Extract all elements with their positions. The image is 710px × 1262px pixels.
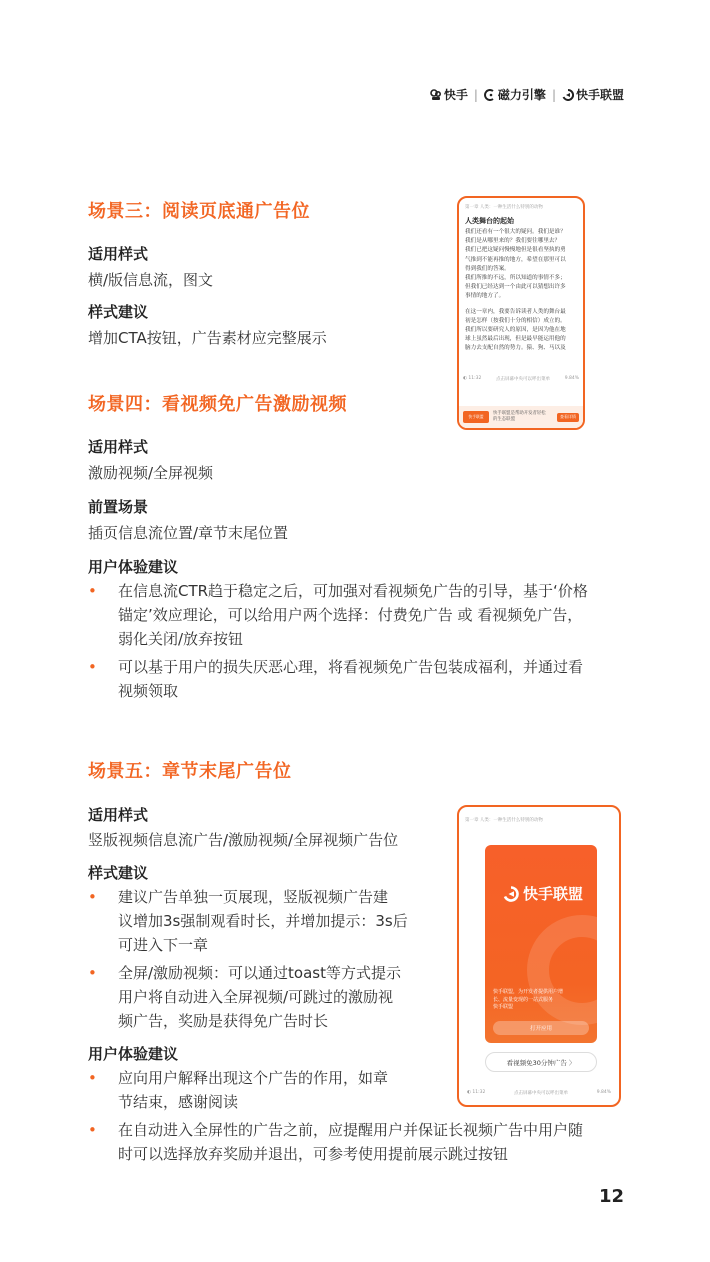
- list-item: • 建议广告单独一页展现，竖版视频广告建 议增加3s强制观看时长，并增加提示：3s后 可进入下一章: [88, 885, 428, 957]
- chapter-title: 人类舞台的起始: [465, 217, 514, 225]
- page-number: 12: [598, 1186, 624, 1207]
- chapter-header: 第一章 人类：一种生活什么特别的动物: [465, 818, 543, 823]
- scene4-style-value: 激励视频/全屏视频: [88, 464, 214, 482]
- scene3-advice-label: 样式建议: [88, 303, 149, 321]
- scene4-ux-list: [88, 579, 628, 707]
- cili-logo-icon: [484, 89, 496, 101]
- bottom-banner-ad[interactable]: [459, 406, 583, 428]
- bullet-dot-icon: •: [88, 1121, 97, 1139]
- reader-status-bar: ◐ 11:32 点击屏幕中央可以呼出菜单 9.84%: [467, 1090, 611, 1096]
- bullet-dot-icon: •: [88, 1069, 97, 1087]
- scene5-ux-label: 用户体验建议: [88, 1045, 179, 1063]
- chapter-paragraph: 我们还看有一个很大的疑问。我们是谁？ 我们是从哪里来的？我们要往哪里去？ 我们已把这疑问慢慢地但是很看坚执的勇 气推到不能再推的地方，希望在那里可以 得到我们的答案。 我们所推的不远，所以知道的事情不多； 但我们已经达到一个由此可以猜想出许多 事情的地方了。: [465, 229, 566, 300]
- watch-video-remove-ads-button[interactable]: 看视频免30分钟广告 〉: [485, 1052, 597, 1072]
- list-item: • 在自动进入全屏性的广告之前，应提醒用户并保证长视频广告中用户随 时可以选择放弃奖励并退出，可参考使用提前展示跳过按钮: [88, 1118, 628, 1166]
- bullet-dot-icon: •: [88, 658, 97, 676]
- bullet-dot-icon: •: [88, 964, 97, 982]
- scene5-title: 场景五：章节末尾广告位: [88, 761, 292, 782]
- union-logo-icon: [503, 886, 519, 902]
- bullet-dot-icon: •: [88, 888, 97, 906]
- union-brand: 快手联盟: [562, 86, 624, 103]
- brand-bar: 快手 | 磁力引擎 | 快手联盟: [430, 86, 624, 103]
- scene4-style-label: 适用样式: [88, 438, 149, 456]
- bullet-dot-icon: •: [88, 582, 97, 600]
- union-logo-icon: [562, 89, 574, 101]
- scene3-style-value: 横/版信息流，图文: [88, 271, 214, 289]
- list-item: • 可以基于用户的损失厌恶心理，将看视频免广告包装成福利，并通过看 视频领取: [88, 655, 628, 703]
- reading-page-mockup: [457, 196, 585, 430]
- vertical-video-ad-card[interactable]: [485, 845, 597, 1043]
- chapter-end-ad-mockup: [457, 805, 621, 1107]
- ad-logo: 快手联盟: [463, 411, 489, 423]
- kuaishou-logo-icon: [430, 89, 442, 101]
- chapter-header: 第一章 人类：一种生活什么特别的动物: [465, 205, 543, 210]
- scene5-advice-label: 样式建议: [88, 864, 149, 882]
- scene4-ux-label: 用户体验建议: [88, 558, 179, 576]
- open-app-button[interactable]: 打开应用: [493, 1021, 589, 1035]
- scene4-title: 场景四：看视频免广告激励视频: [88, 394, 347, 415]
- reader-status-bar: ◐ 11:32 点击屏幕中央可以呼出菜单 9.84%: [463, 376, 579, 382]
- scene5-advice-list: [88, 885, 428, 1037]
- list-item: • 全屏/激励视频：可以通过toast等方式提示 用户将自动进入全屏视频/可跳过的激励视 频广告，奖励是获得免广告时长: [88, 961, 428, 1033]
- scene3-title: 场景三：阅读页底通广告位: [88, 201, 310, 222]
- ad-description: 快手联盟，为开发者提供用户增 长、流量变现的一站式服务 快手联盟: [493, 989, 564, 1010]
- kuaishou-brand: 快手: [430, 86, 468, 103]
- chapter-paragraph: 在这一章内，我要告诉读者人类的舞台最 初是怎样（按我们十分的相信）成立的。 我们所以要研究人的原因，是因为他在地 球上虽然最后出现，但是最早能运用他的 脑力去支配自然的势力。猿、狗、马以及: [465, 308, 566, 352]
- chapter-body: [459, 228, 583, 354]
- list-item: • 应向用户解释出现这个广告的作用，如章 节结束，感谢阅读: [88, 1066, 428, 1114]
- scene4-pre-value: 插页信息流位置/章节末尾位置: [88, 524, 289, 542]
- scene4-pre-label: 前置场景: [88, 498, 149, 516]
- scene5-style-label: 适用样式: [88, 806, 149, 824]
- ad-text: 快手联盟是帮助开发者轻松 的生态联盟: [493, 411, 546, 422]
- scene3-style-label: 适用样式: [88, 245, 149, 263]
- ad-cta-button[interactable]: 查看详情: [557, 413, 579, 422]
- cili-brand: 磁力引擎: [484, 86, 546, 103]
- scene5-style-value: 竖版视频信息流广告/激励视频/全屏视频广告位: [88, 831, 399, 849]
- list-item: • 在信息流CTR趋于稳定之后，可加强对看视频免广告的引导，基于‘价格 锚定’效应理论，可以给用户两个选择：付费免广告 或 看视频免广告， 弱化关闭/放弃按钮: [88, 579, 628, 651]
- scene3-advice-value: 增加CTA按钮，广告素材应完整展示: [88, 329, 327, 347]
- union-logo: 快手联盟: [503, 883, 583, 904]
